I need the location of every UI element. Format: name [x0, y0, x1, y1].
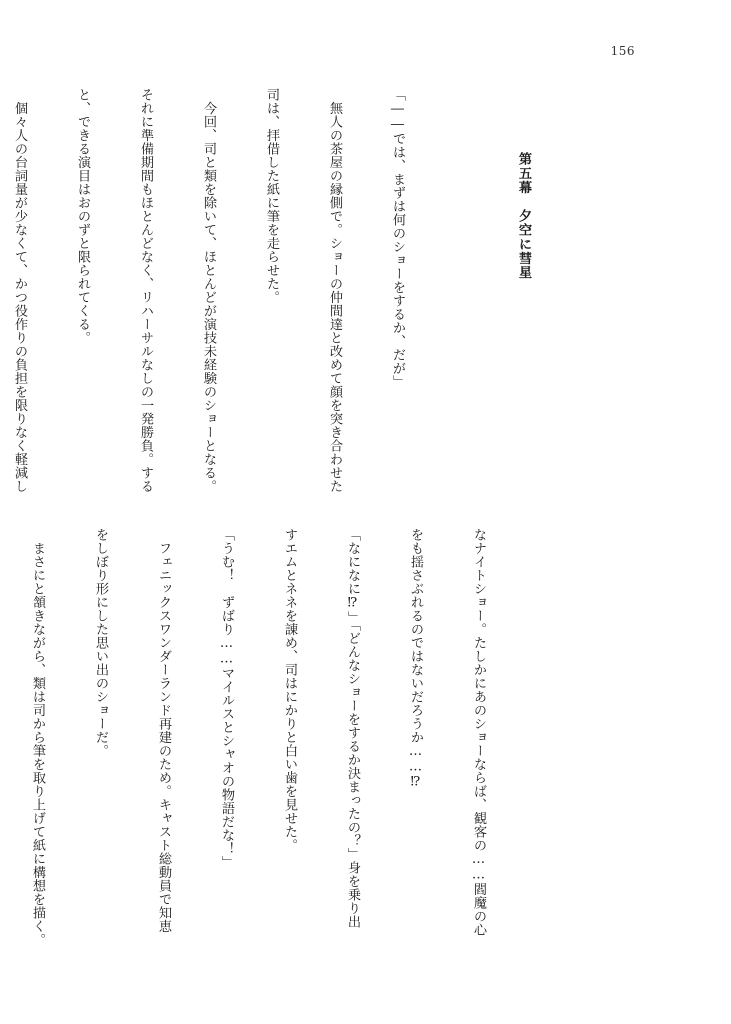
body-line: なナイトショー。たしかにあのショーならば、観客の……閻魔の心 [471, 528, 486, 937]
chapter-title-wrap [471, 88, 576, 498]
body-line: まさにと頷きながら、類は司から筆を取り上げて紙に構想を描く。 [30, 528, 45, 947]
body-line: フェニックスワンダーランド再建のため。キャスト総動員で知恵 [156, 528, 171, 933]
body-line: 無人の茶屋の縁側で。ショーの仲間達と改めて顔を突き合わせた [327, 88, 342, 493]
body-line: 「――では、まずは何のショーをするか、だが」 [390, 88, 405, 389]
chapter-title: 第五幕 夕空に彗星 [516, 152, 531, 280]
body-line: をしぼり形にした思い出のショーだ。 [93, 528, 108, 758]
body-line: 「なになに⁉」「どんなショーをするか決まったの？」身を乗り出 [345, 528, 360, 929]
body-line: 今回、司と類を除いて、ほとんどが演技未経験のショーとなる。 [201, 88, 216, 493]
body-line: 「うむ！ ずばり……マイルスとシャオの物語だな！」 [219, 528, 234, 870]
body-line: をも揺さぶれるのではないだろうか……⁉ [408, 528, 423, 790]
body-line: と、できる演目はおのずと限られてくる。 [75, 88, 90, 345]
body-line: それに準備期間もほとんどなく、リハーサルなしの一発勝負。する [138, 88, 153, 493]
text-column-top [0, 88, 618, 498]
body-line: 個々人の台詞量が少なくて、かつ役作りの負担を限りなく軽減し [12, 88, 27, 493]
body-line: すエムとネネを諌め、司はにかりと白い歯を見せた。 [282, 528, 297, 852]
body-line: 司は、拝借した紙に筆を走らせた。 [264, 88, 279, 304]
text-column-bottom [0, 528, 531, 950]
page-number: 156 [610, 44, 635, 58]
